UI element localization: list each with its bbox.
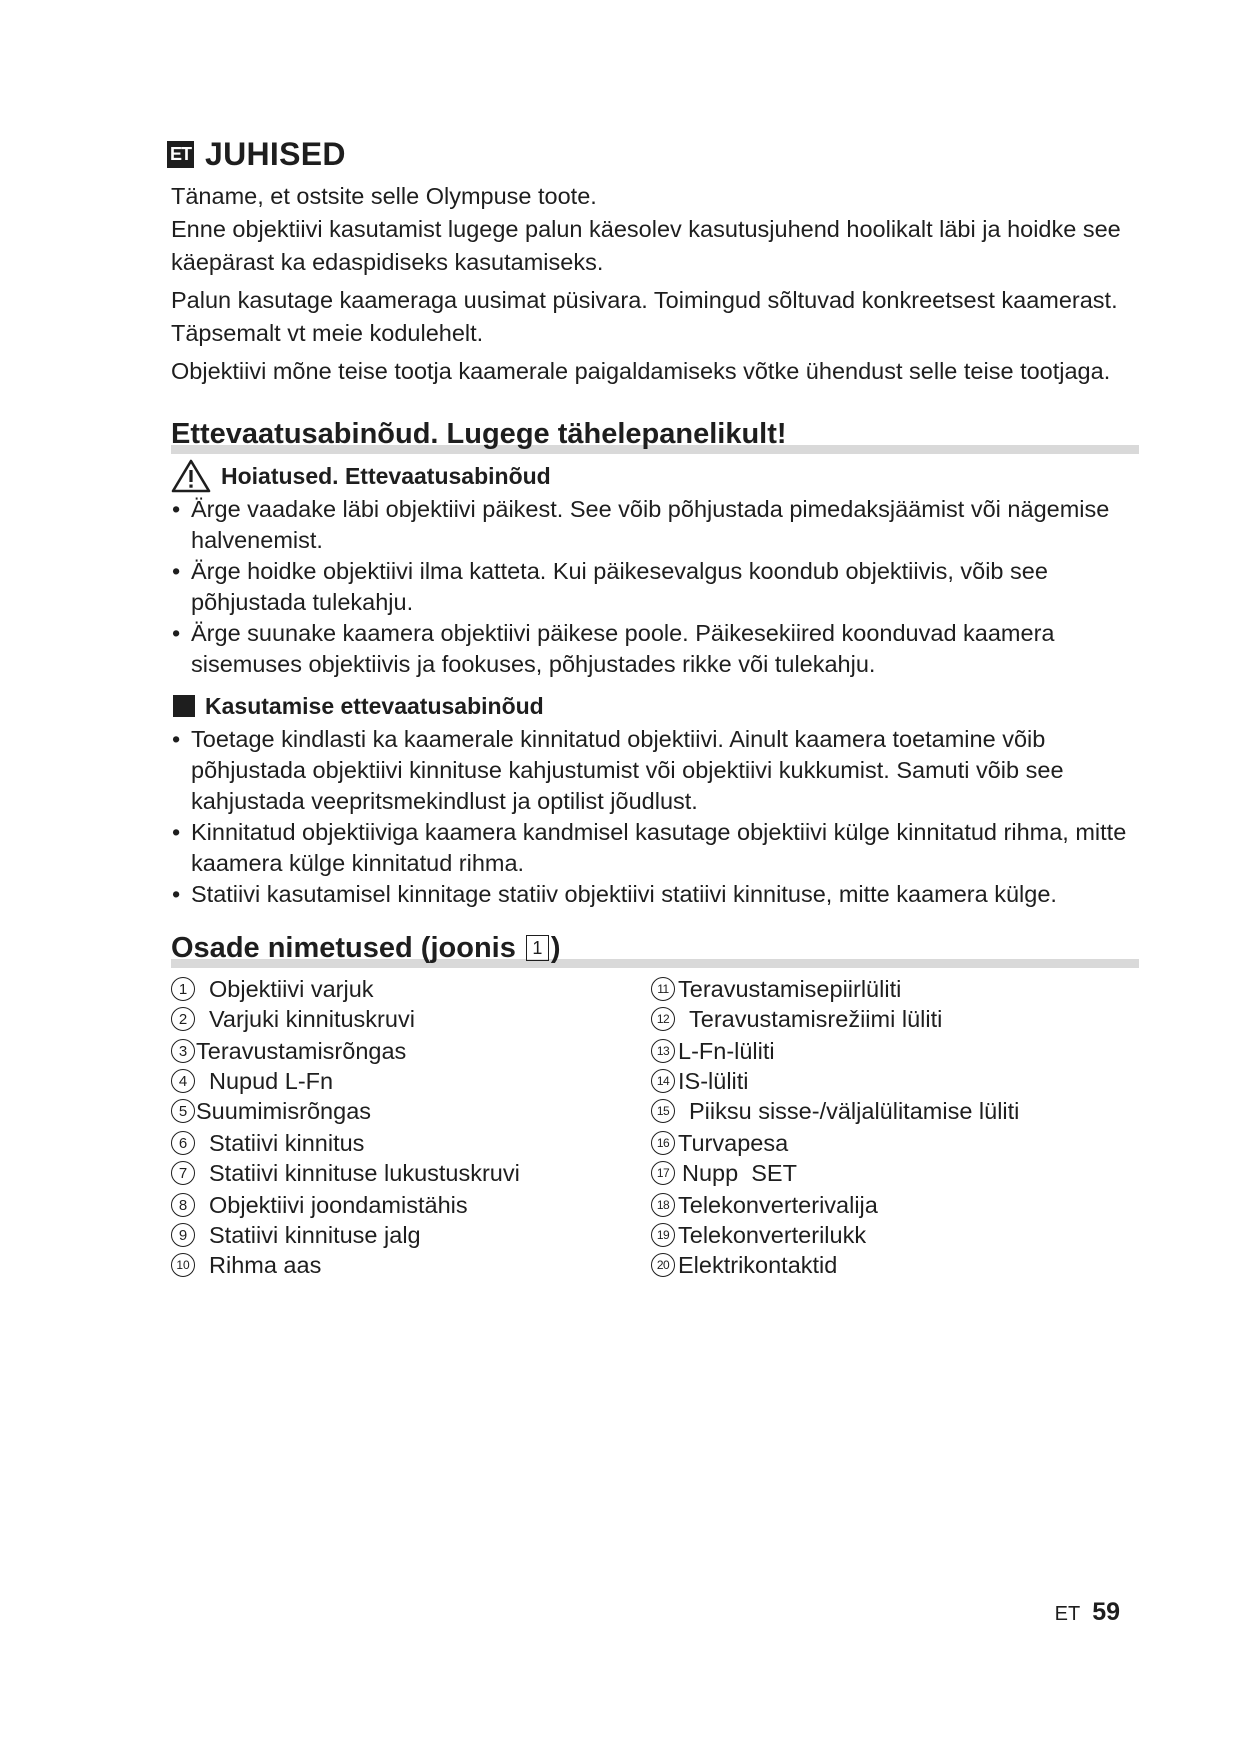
circled-number: 10 <box>171 1253 195 1277</box>
part-item <box>651 1190 1131 1220</box>
part-name: Elektrikontaktid <box>678 1251 838 1278</box>
bullet: • <box>172 726 181 752</box>
intro-paragraph: Objektiivi mõne teise tootja kaamerale paigaldamiseks võtke ühendust selle teise tootjaga. <box>171 358 1111 384</box>
parts-heading-prefix: Osade nimetused (joonis <box>171 932 516 964</box>
bullet: • <box>172 620 181 646</box>
circled-number: 13 <box>651 1039 675 1063</box>
warnings-list <box>171 494 1131 680</box>
part-item <box>171 1158 651 1188</box>
part-item <box>171 1004 651 1034</box>
part-name: Suumimisrõngas <box>196 1097 372 1124</box>
part-name: Piiksu sisse-/väljalülitamise lüliti <box>689 1097 1020 1124</box>
list-item-text: Ärge vaadake läbi objektiivi päikest. See võib põhjustada pimedaksjäämist või nägemise halvenemist. <box>191 496 1110 553</box>
part-item <box>171 1066 651 1096</box>
part-name: Teravustamisepiirlüliti <box>678 975 902 1002</box>
intro-paragraph: Palun kasutage kaameraga uusimat püsivara. Toimingud sõltuvad konkreetsest kaamerast. Täpsemalt vt meie kodulehelt. <box>171 287 1118 346</box>
list-item-text: Kinnitatud objektiiviga kaamera kandmisel kasutage objektiivi külge kinnitatud rihma, mitte kaamera külge kinnitatud rihma. <box>191 819 1127 876</box>
part-name: Telekonverterilukk <box>678 1221 867 1248</box>
manual-page <box>171 128 1131 1280</box>
part-name: Statiivi kinnituse jalg <box>209 1221 421 1248</box>
part-name: Turvapesa <box>678 1129 789 1156</box>
part-name: Nupp SET <box>682 1159 797 1186</box>
usage-subheading <box>171 688 1131 724</box>
intro-text <box>171 180 1131 388</box>
part-name: Nupud L-Fn <box>209 1067 334 1094</box>
part-item <box>171 1220 651 1250</box>
title-row <box>167 128 1131 180</box>
part-name: Varjuki kinnituskruvi <box>209 1005 415 1032</box>
list-item-text: Ärge hoidke objektiivi ilma katteta. Kui päikesevalgus koondub objektiivis, võib see põhjustada tulekahju. <box>191 558 1048 615</box>
part-item <box>171 1128 651 1158</box>
list-item-text: Statiivi kasutamisel kinnitage statiiv objektiivi statiivi kinnituse, mitte kaamera külge. <box>191 881 1057 907</box>
part-item <box>651 1250 1131 1280</box>
part-name: Teravustamisrežiimi lüliti <box>689 1005 943 1032</box>
usage-list <box>171 724 1131 910</box>
precautions-heading <box>171 410 1131 454</box>
precautions-heading-text: Ettevaatusabinõud. Lugege tähelepanelikult! <box>171 418 787 450</box>
language-badge: ET <box>167 141 194 168</box>
list-item-text: Ärge suunake kaamera objektiivi päikese poole. Päikesekiired koonduvad kaamera sisemuses objektiivis ja fookuses, põhjustades rikke või tulekahju. <box>191 620 1055 677</box>
part-item <box>651 1128 1131 1158</box>
usage-subheading-text: Kasutamise ettevaatusabinõud <box>205 692 544 719</box>
bullet: • <box>172 819 181 845</box>
circled-number: 17 <box>651 1161 675 1185</box>
bullet: • <box>172 496 181 522</box>
part-item <box>651 1066 1131 1096</box>
circled-number: 16 <box>651 1131 675 1155</box>
part-name: Rihma aas <box>209 1251 322 1278</box>
intro-paragraph: Täname, et ostsite selle Olympuse toote. <box>171 183 597 209</box>
parts-list <box>171 974 1131 1280</box>
part-name: Objektiivi joondamistähis <box>209 1191 468 1218</box>
part-item <box>651 1158 1131 1188</box>
list-item <box>171 724 1131 817</box>
circled-number: 20 <box>651 1253 675 1277</box>
circled-number: 3 <box>171 1039 195 1063</box>
part-name: Objektiivi varjuk <box>209 975 374 1002</box>
footer-language: ET <box>1054 1603 1081 1625</box>
circled-number: 4 <box>171 1069 195 1093</box>
part-item <box>651 1036 1131 1066</box>
parts-heading-text <box>171 930 561 966</box>
part-item <box>171 974 651 1004</box>
warnings-subheading <box>171 458 1131 494</box>
part-item <box>171 1096 651 1126</box>
circled-number: 1 <box>171 977 195 1001</box>
figure-ref-box: 1 <box>526 935 549 961</box>
part-name: Teravustamisrõngas <box>196 1037 407 1064</box>
page-title: JUHISED <box>205 135 346 172</box>
circled-number: 7 <box>171 1161 195 1185</box>
part-name: Telekonverterivalija <box>678 1191 878 1218</box>
part-name: L-Fn-lüliti <box>678 1037 775 1064</box>
part-item <box>651 974 1131 1004</box>
warning-triangle-icon <box>171 459 211 493</box>
warnings-subheading-text: Hoiatused. Ettevaatusabinõud <box>221 462 551 489</box>
list-item <box>171 618 1131 680</box>
parts-heading <box>171 924 1131 968</box>
circled-number: 2 <box>171 1007 195 1031</box>
part-item <box>651 1220 1131 1250</box>
circled-number: 8 <box>171 1193 195 1217</box>
list-item <box>171 556 1131 618</box>
circled-number: 14 <box>651 1069 675 1093</box>
list-item <box>171 494 1131 556</box>
circled-number: 9 <box>171 1223 195 1247</box>
part-item <box>651 1004 1131 1034</box>
list-item <box>171 879 1131 910</box>
parts-column-right <box>651 974 1131 1280</box>
page-number: 59 <box>1092 1598 1120 1626</box>
circled-number: 5 <box>171 1099 195 1123</box>
circled-number: 19 <box>651 1223 675 1247</box>
parts-column-left <box>171 974 651 1280</box>
intro-paragraph: Enne objektiivi kasutamist lugege palun käesolev kasutusjuhend hoolikalt läbi ja hoidke see käepärast ka edaspidiseks kasutamiseks. <box>171 216 1121 275</box>
bullet: • <box>172 558 181 584</box>
part-item <box>651 1096 1131 1126</box>
circled-number: 12 <box>651 1007 675 1031</box>
page-footer <box>1055 1598 1120 1627</box>
black-square-icon <box>173 695 195 717</box>
parts-heading-suffix: ) <box>550 932 561 964</box>
part-name: Statiivi kinnituse lukustuskruvi <box>209 1159 520 1186</box>
part-name: IS-lüliti <box>678 1067 749 1094</box>
bullet: • <box>172 881 181 907</box>
circled-number: 6 <box>171 1131 195 1155</box>
part-name: Statiivi kinnitus <box>209 1129 365 1156</box>
circled-number: 18 <box>651 1193 675 1217</box>
list-item <box>171 817 1131 879</box>
circled-number: 15 <box>651 1099 675 1123</box>
list-item-text: Toetage kindlasti ka kaamerale kinnitatud objektiivi. Ainult kaamera toetamine võib põhjustada objektiivi kinnituse kahjustumist või objektiivi kukkumist. Samuti võib see kahjustada veepritsmekindlust ja optilist jõudlust. <box>191 726 1064 814</box>
part-item <box>171 1190 651 1220</box>
part-item <box>171 1250 651 1280</box>
part-item <box>171 1036 651 1066</box>
circled-number: 11 <box>651 977 675 1001</box>
